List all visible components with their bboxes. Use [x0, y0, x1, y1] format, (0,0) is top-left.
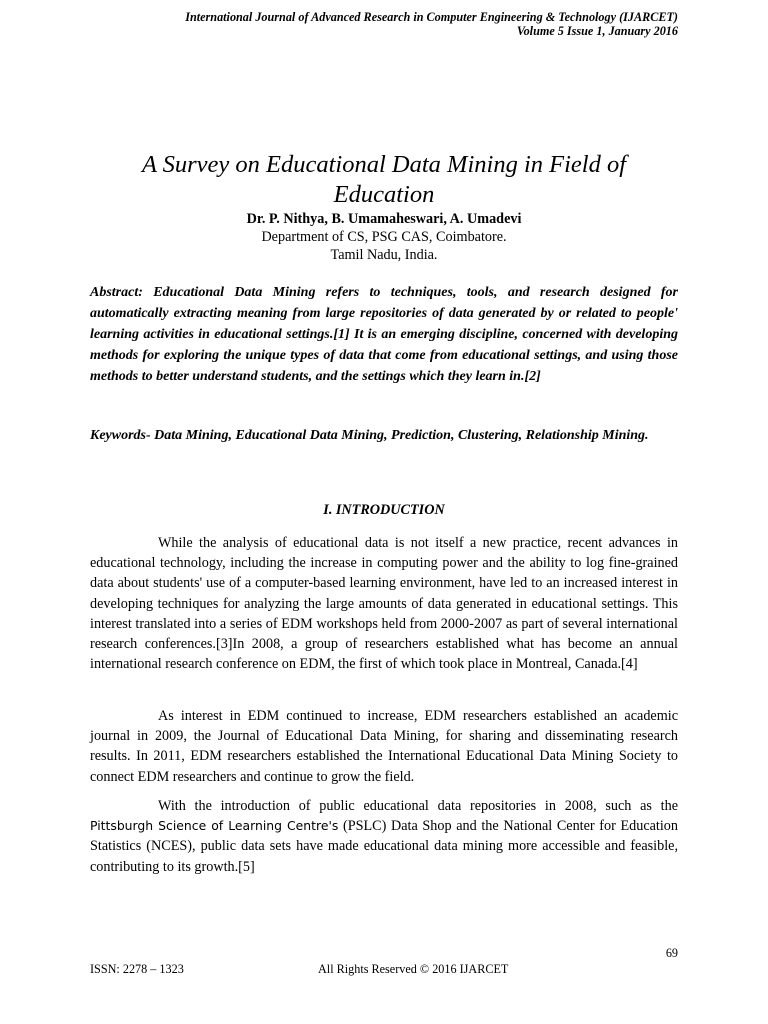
- paper-title: A Survey on Educational Data Mining in Field of Education: [141, 151, 627, 208]
- journal-volume: Volume 5 Issue 1, January 2016: [516, 24, 678, 38]
- paragraph-text: (PSLC) Data Shop and the National Center for Education Statistics (NCES), public data sets have made educational data mining more accessible and feasible, contributing to its growth.[5]: [90, 818, 678, 875]
- paragraph: While the analysis of educational data is not itself a new practice, recent advances in educational technology, including the increase in computing power and the ability to log fine-grained data about students' use of a computer-based learning environment, have led to an increased interest in developing techniques for analyzing the large amounts of data generated in educational settings. This interest translated into a series of EDM workshops held from 2000-2007 as part of several international research conferences.[3]In 2008, a group of researchers established what has become an annual international research conference on EDM, the first of which took place in Montreal, Canada.[4]: [90, 535, 678, 673]
- abstract: Abstract: Educational Data Mining refers to techniques, tools, and research designed for automatically extracting meaning from large repositories of data generated by or related to people' learning activities in educational settings.[1] It is an emerging discipline, concerned with developing methods for exploring the unique types of data that come from educational settings, and using those methods to better understand students, and the settings which they learn in.[2]: [90, 285, 678, 384]
- paragraph-text: With the introduction of public educational data repositories in 2008, such as the: [158, 798, 678, 814]
- paragraph: As interest in EDM continued to increase, EDM researchers established an academic journal in 2009, the Journal of Educational Data Mining, for sharing and disseminating research results. In 2011, EDM researchers established the International Educational Data Mining Society to connect EDM researchers and continue to grow the field.: [90, 708, 678, 785]
- author-block: [90, 210, 678, 264]
- paragraph: [90, 796, 678, 877]
- copyright: All Rights Reserved © 2016 IJARCET: [318, 962, 509, 976]
- author-location: Tamil Nadu, India.: [330, 247, 438, 263]
- page-number: 69: [665, 946, 678, 960]
- journal-name: International Journal of Advanced Research in Computer Engineering & Technology (IJARCET): [185, 10, 678, 24]
- issn: ISSN: 2278 – 1323: [90, 962, 184, 976]
- pslc-name: Pittsburgh Science of Learning Centre's: [90, 818, 339, 834]
- journal-header: [185, 10, 678, 38]
- section-heading: I. INTRODUCTION: [323, 502, 445, 518]
- keywords: Keywords- Data Mining, Educational Data Mining, Prediction, Clustering, Relationship Mining.: [90, 428, 649, 443]
- author-names: Dr. P. Nithya, B. Umamaheswari, A. Umadevi: [246, 211, 522, 227]
- author-department: Department of CS, PSG CAS, Coimbatore.: [261, 229, 507, 245]
